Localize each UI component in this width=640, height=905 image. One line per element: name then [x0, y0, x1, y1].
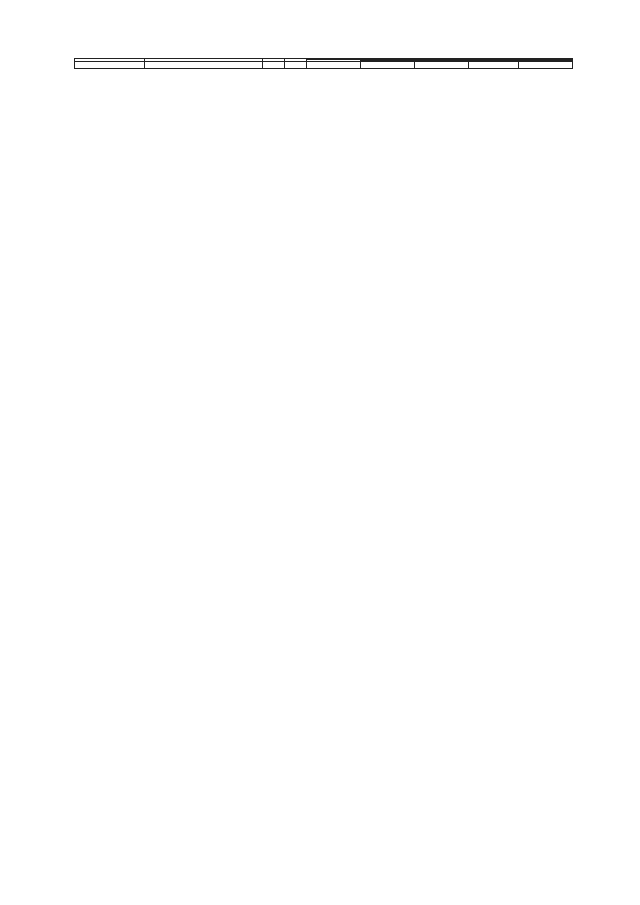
column-number — [285, 62, 307, 69]
column-number — [361, 62, 415, 69]
column-number-row — [75, 62, 573, 69]
column-number — [469, 62, 519, 69]
column-number — [415, 62, 469, 69]
column-number — [519, 62, 573, 69]
column-number — [307, 62, 361, 69]
column-number — [263, 62, 285, 69]
column-number — [145, 62, 263, 69]
column-number — [75, 62, 145, 69]
price-table — [74, 58, 573, 69]
